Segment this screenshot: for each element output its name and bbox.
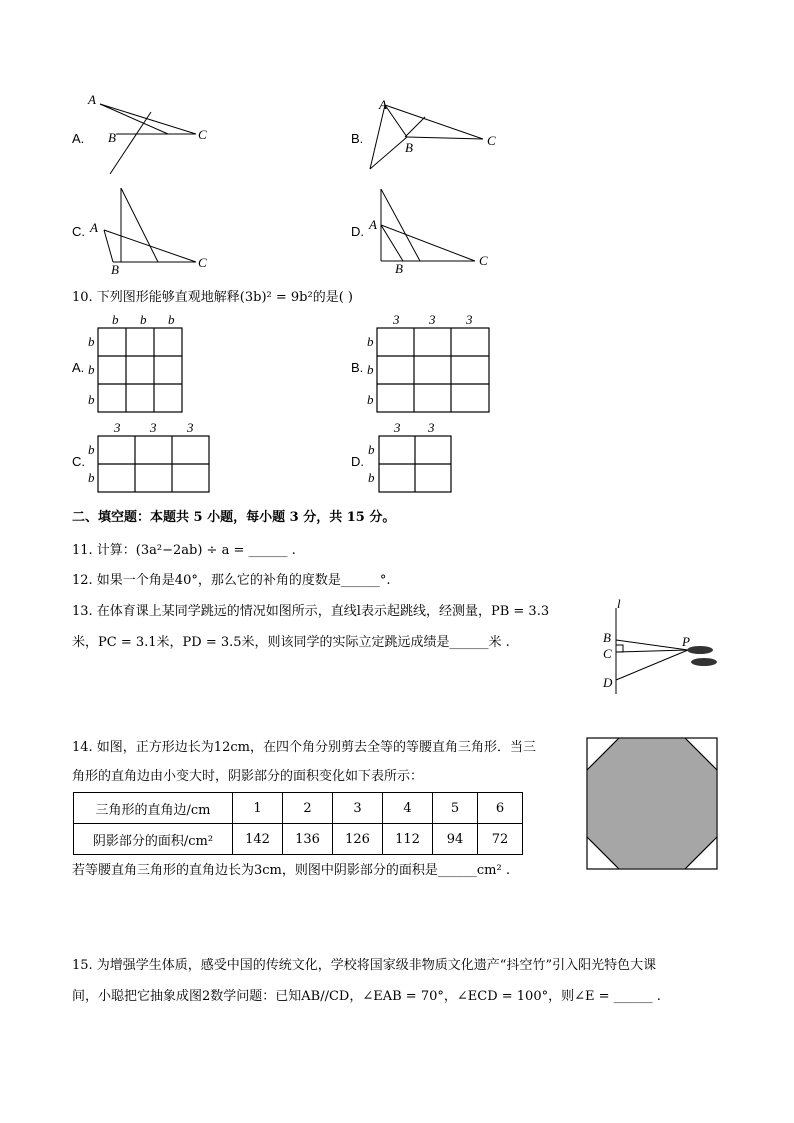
q9c-point-a: A	[90, 220, 98, 235]
table-cell: 126	[333, 824, 383, 855]
table-header-leg: 三角形的直角边/cm	[74, 793, 233, 824]
q9a-point-b: B	[108, 130, 116, 145]
q10a-top-1: b	[112, 312, 119, 327]
q15-line2: 间，小聪把它抽象成图2数学问题：已知AB//CD，∠EAB = 70°，∠ECD = 100°，则∠E = ______ .	[72, 989, 661, 1004]
q9-figure-a	[86, 90, 216, 180]
q10d-side-1: b	[368, 442, 375, 457]
q9-option-a-label: A.	[72, 131, 85, 146]
q9b-point-c: C	[487, 133, 496, 148]
q10a-side-3: b	[88, 392, 95, 407]
q9d-point-c: C	[479, 253, 488, 268]
table-cell: 136	[283, 824, 333, 855]
q10-figure-b	[365, 312, 495, 416]
q9d-point-b: B	[395, 261, 403, 275]
q13-label-l: l	[617, 598, 621, 611]
table-row	[74, 824, 523, 855]
q9-option-c-label: C.	[72, 224, 85, 239]
table-cell: 3	[333, 793, 383, 824]
q15-line1: 15. 为增强学生体质，感受中国的传统文化，学校将国家级非物质文化遗产“抖空竹”引入阳光特色大课	[72, 958, 657, 973]
q10b-side-3: b	[367, 392, 374, 407]
table-cell: 6	[478, 793, 523, 824]
q10d-side-2: b	[368, 470, 375, 485]
q10d-top-2: 3	[428, 420, 435, 435]
q14-table	[73, 792, 523, 855]
q10-option-c-label: C.	[72, 454, 85, 469]
q10a-side-2: b	[88, 362, 95, 377]
footprints-icon	[687, 646, 717, 666]
q9-figure-c	[86, 182, 216, 274]
table-cell: 142	[233, 824, 283, 855]
q10a-top-3: b	[168, 312, 175, 327]
q9b-point-a: A	[379, 97, 387, 112]
table-cell: 112	[383, 824, 433, 855]
q9-option-d-label: D.	[351, 224, 364, 239]
table-row	[74, 793, 523, 824]
q10-figure-a	[86, 312, 196, 416]
q10-figure-d	[365, 420, 460, 496]
q9-figure-d	[365, 185, 500, 275]
q10-stem: 10. 下列图形能够直观地解释(3b)² = 9b²的是( )	[72, 290, 353, 305]
q9d-point-a: A	[369, 217, 377, 232]
q10c-side-1: b	[88, 442, 95, 457]
q14-line3: 若等腰直角三角形的直角边长为3cm，则图中阴影部分的面积是______cm² .	[72, 863, 510, 878]
q10a-top-2: b	[140, 312, 147, 327]
table-cell: 1	[233, 793, 283, 824]
table-cell: 5	[433, 793, 478, 824]
q13-label-d: D	[603, 675, 613, 690]
q10c-top-1: 3	[114, 420, 121, 435]
q12-text: 12. 如果一个角是40°，那么它的补角的度数是______°.	[72, 573, 391, 588]
q10d-top-1: 3	[394, 420, 401, 435]
q11-text: 11. 计算：(3a²−2ab) ÷ a = ______ .	[72, 543, 296, 558]
q13-label-b: B	[603, 630, 611, 645]
q10b-top-1: 3	[393, 312, 400, 327]
q13-label-c: C	[603, 646, 612, 661]
q14-line1: 14. 如图，正方形边长为12cm，在四个角分别剪去全等的等腰直角三角形．当三	[72, 740, 536, 755]
q9-option-b-label: B.	[351, 131, 364, 146]
q9b-point-b: B	[405, 140, 413, 155]
table-cell: 2	[283, 793, 333, 824]
q10-option-d-label: D.	[351, 454, 364, 469]
q10c-top-3: 3	[187, 420, 194, 435]
q10-option-b-label: B.	[351, 360, 364, 375]
q14-figure	[586, 737, 718, 871]
q10b-top-3: 3	[466, 312, 473, 327]
q13-label-p: P	[682, 634, 690, 649]
q9a-point-c: C	[198, 127, 207, 142]
q13-line2: 米，PC = 3.1米，PD = 3.5米，则该同学的实际立定跳远成绩是______米 .	[72, 635, 510, 650]
table-cell: 94	[433, 824, 478, 855]
q13-figure	[596, 598, 726, 698]
q10b-top-2: 3	[429, 312, 436, 327]
q13-line1: 13. 在体育课上某同学跳远的情况如图所示，直线l表示起跳线，经测量，PB = 3.3	[72, 604, 550, 619]
q10a-side-1: b	[88, 334, 95, 349]
table-header-area: 阴影部分的面积/cm²	[74, 824, 233, 855]
q9c-point-b: B	[111, 262, 119, 274]
table-cell: 72	[478, 824, 523, 855]
q10-option-a-label: A.	[72, 360, 85, 375]
q10b-side-1: b	[367, 334, 374, 349]
q9c-point-c: C	[198, 255, 207, 270]
q9a-point-a: A	[88, 92, 96, 107]
q10-figure-c	[86, 420, 216, 496]
table-cell: 4	[383, 793, 433, 824]
q14-line2: 角形的直角边由小变大时，阴影部分的面积变化如下表所示：	[72, 769, 424, 784]
q9-figure-b	[365, 95, 505, 175]
q10b-side-2: b	[367, 362, 374, 377]
section-heading: 二、填空题：本题共 5 小题，每小题 3 分，共 15 分。	[72, 510, 396, 525]
q10c-top-2: 3	[150, 420, 157, 435]
q10c-side-2: b	[88, 470, 95, 485]
